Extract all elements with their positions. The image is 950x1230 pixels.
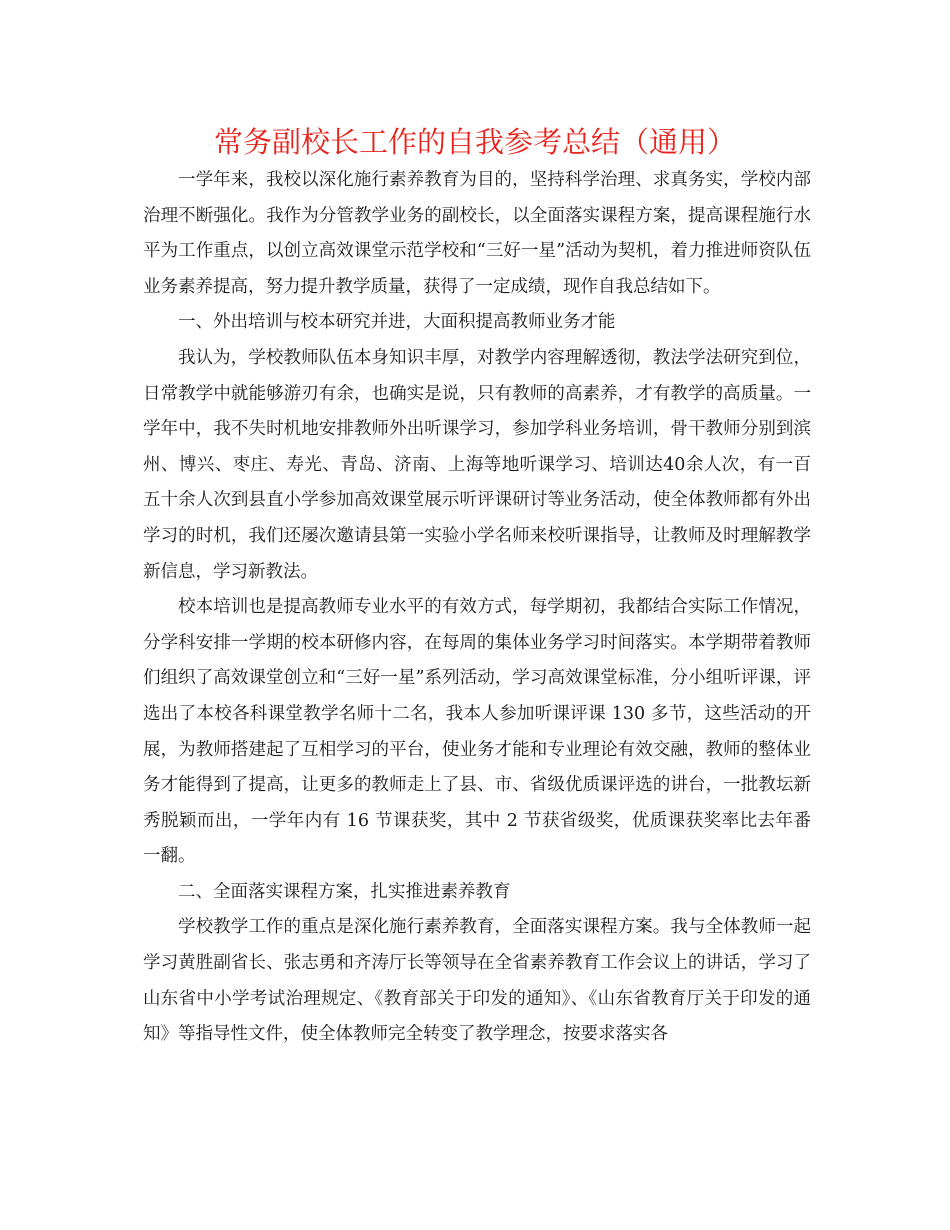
document-title: 常务副校长工作的自我参考总结（通用） [213, 125, 736, 159]
paragraph-intro: 一学年来，我校以深化施行素养教育为目的，坚持科学治理、求真务实，学校内部治理不断强化。我作为分管教学业务的副校长，以全面落实课程方案，提高课程施行水平为工作重点，以创立高效课堂示范学校和“三好一星”活动为契机，着力推进师资队伍业务素养提高，努力提升教学质量，获得了一定成绩，现作自我总结如下。 [143, 170, 811, 297]
paragraph-curriculum: 学校教学工作的重点是深化施行素养教育，全面落实课程方案。我与全体教师一起学习黄胜副省长、张志勇和齐涛厅长等领导在全省素养教育工作会议上的讲话，学习了山东省中小学考试治理规定、《教育部关于印发的通知》、《山东省教育厅关于印发的通知》等指导性文件，使全体教师完全转变了教学理念，按要求落实各 [143, 917, 811, 1045]
paragraph-school-training: 校本培训也是提高教师专业水平的有效方式，每学期初，我都结合实际工作情况，分学科安排一学期的校本研修内容，在每周的集体业务学习时间落实。本学期带着教师们组织了高效课堂创立和“三好一星”系列活动，学习高效课堂标准，分小组听评课，评选出了本校各科课堂教学名师十二名，我本人参加听课评课 130 多节，这些活动的开展，为教师搭建起了互相学习的平台，使业务才能和专业理论有效交融，教师的整体业务才能得到了提高，让更多的教师走上了县、市、省级优质课评选的讲台，一批教坛新秀脱颖而出，一学年内有 16 节课获奖，其中 2 节获省级奖，优质课获奖率比去年番一翻。 [143, 597, 811, 867]
document-body [143, 163, 811, 1053]
section-heading-1: 一、外出培训与校本研究并进，大面积提高教师业务才能 [178, 312, 616, 333]
paragraph-training: 我认为，学校教师队伍本身知识丰厚，对教学内容理解透彻，教法学法研究到位，日常教学中就能够游刃有余，也确实是说，只有教师的高素养，才有教学的高质量。一学年中，我不失时机地安排教师外出听课学习，参加学科业务培训，骨干教师分别到滨州、博兴、枣庄、寿光、青岛、济南、上海等地听课学习、培训达40余人次，有一百五十余人次到县直小学参加高效课堂展示听评课研讨等业务活动，使全体教师都有外出学习的时机，我们还屡次邀请县第一实验小学名师来校听课指导，让教师及时理解教学新信息，学习新教法。 [143, 347, 811, 582]
section-heading-2: 二、全面落实课程方案，扎实推进素养教育 [178, 881, 511, 902]
